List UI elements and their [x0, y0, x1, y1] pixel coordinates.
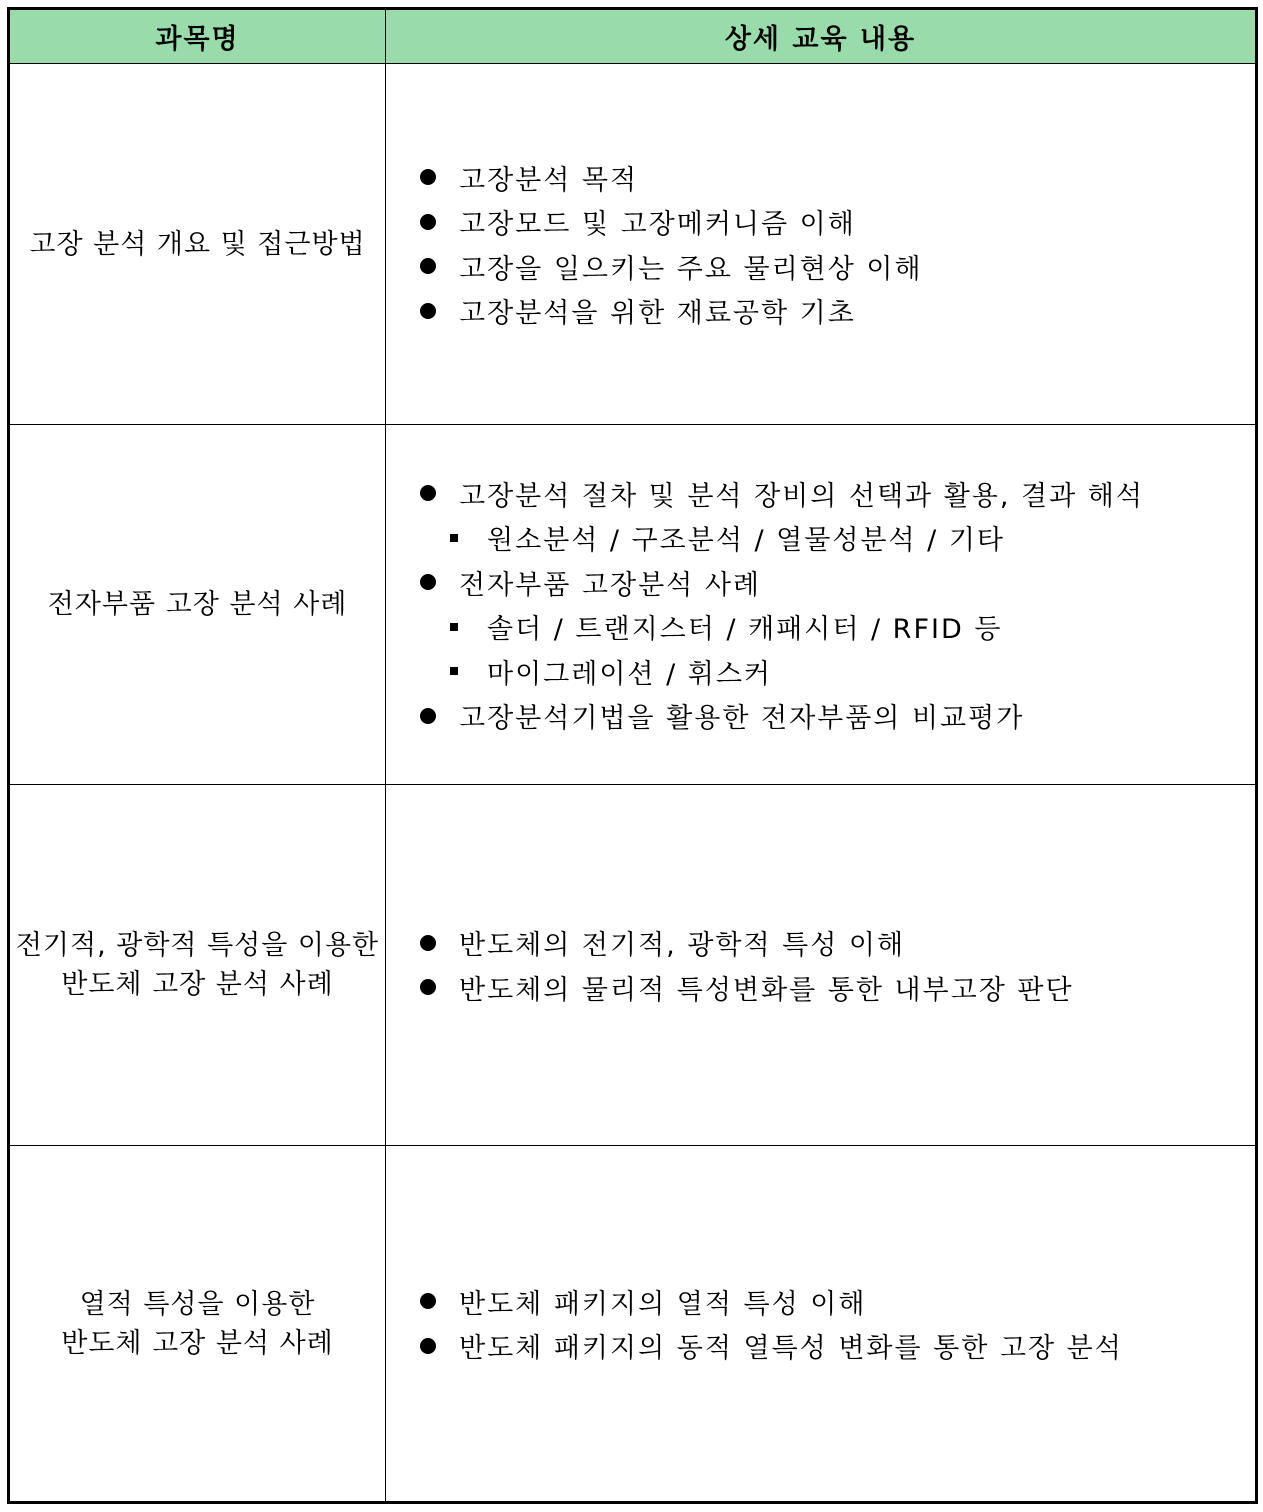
- detail-text: 솔더 / 트랜지스터 / 캐패시터 / RFID 등: [487, 614, 1003, 646]
- detail-text: 고장모드 및 고장메커니즘 이해: [459, 209, 856, 241]
- detail-text: 고장분석 목적: [459, 164, 639, 196]
- detail-text: 고장을 일으키는 주요 물리현상 이해: [459, 253, 923, 285]
- detail-subitem: [420, 516, 1144, 561]
- detail-text: 고장분석 절차 및 분석 장비의 선택과 활용, 결과 해석: [459, 480, 1144, 512]
- detail-text: 반도체 패키지의 열적 특성 이해: [459, 1288, 867, 1320]
- detail-text: 고장분석기법을 활용한 전자부품의 비교평가: [459, 703, 1025, 735]
- detail-text: 고장분석을 위한 재료공학 기초: [459, 298, 856, 330]
- details-cell: [386, 64, 1255, 425]
- detail-subitem: [420, 649, 1144, 694]
- header-details-label: 상세 교육 내용: [724, 24, 917, 55]
- subject-name: 전기적, 광학적 특성을 이용한 반도체 고장 분석 사례: [15, 930, 380, 1000]
- subject-name: 전자부품 고장 분석 사례: [47, 589, 348, 620]
- detail-list: [420, 471, 1144, 738]
- subject-cell: [10, 785, 386, 1146]
- square-bullet-icon: [450, 667, 458, 675]
- detail-text: 반도체의 전기적, 광학적 특성 이해: [459, 930, 906, 962]
- detail-item: [420, 560, 1144, 605]
- detail-text: 전자부품 고장분석 사례: [459, 569, 761, 601]
- circle-bullet-icon: [420, 303, 436, 319]
- subject-cell: [10, 1146, 386, 1501]
- circle-bullet-icon: [420, 1293, 436, 1309]
- detail-item: [420, 200, 923, 245]
- circle-bullet-icon: [420, 708, 436, 724]
- detail-item: [420, 471, 1144, 516]
- detail-text: 반도체의 물리적 특성변화를 통한 내부고장 판단: [459, 974, 1074, 1006]
- details-cell: [386, 1146, 1255, 1501]
- detail-subitem: [420, 605, 1144, 650]
- detail-item: [420, 965, 1074, 1010]
- subject-cell: [10, 64, 386, 425]
- details-cell: [386, 425, 1255, 785]
- detail-list: [420, 1279, 1123, 1368]
- detail-item: [420, 244, 923, 289]
- detail-text: 원소분석 / 구조분석 / 열물성분석 / 기타: [487, 525, 1006, 557]
- circle-bullet-icon: [420, 1338, 436, 1354]
- square-bullet-icon: [450, 623, 458, 631]
- detail-item: [420, 289, 923, 334]
- subject-cell: [10, 425, 386, 785]
- details-cell: [386, 785, 1255, 1146]
- detail-text: 마이그레이션 / 휘스커: [487, 658, 772, 690]
- detail-item: [420, 694, 1144, 739]
- header-details: [386, 10, 1255, 64]
- detail-item: [420, 1324, 1123, 1369]
- circle-bullet-icon: [420, 169, 436, 185]
- circle-bullet-icon: [420, 258, 436, 274]
- detail-item: [420, 921, 1074, 966]
- header-subject: [10, 10, 386, 64]
- detail-item: [420, 155, 923, 200]
- subject-name: 열적 특성을 이용한 반도체 고장 분석 사례: [61, 1288, 334, 1359]
- header-subject-label: 과목명: [155, 24, 240, 55]
- square-bullet-icon: [450, 534, 458, 542]
- detail-item: [420, 1279, 1123, 1324]
- circle-bullet-icon: [420, 979, 436, 995]
- detail-list: [420, 155, 923, 333]
- circle-bullet-icon: [420, 214, 436, 230]
- circle-bullet-icon: [420, 485, 436, 501]
- curriculum-table: [7, 7, 1258, 1504]
- circle-bullet-icon: [420, 935, 436, 951]
- detail-list: [420, 921, 1074, 1010]
- detail-text: 반도체 패키지의 동적 열특성 변화를 통한 고장 분석: [459, 1333, 1123, 1365]
- circle-bullet-icon: [420, 574, 436, 590]
- subject-name: 고장 분석 개요 및 접근방법: [29, 228, 366, 260]
